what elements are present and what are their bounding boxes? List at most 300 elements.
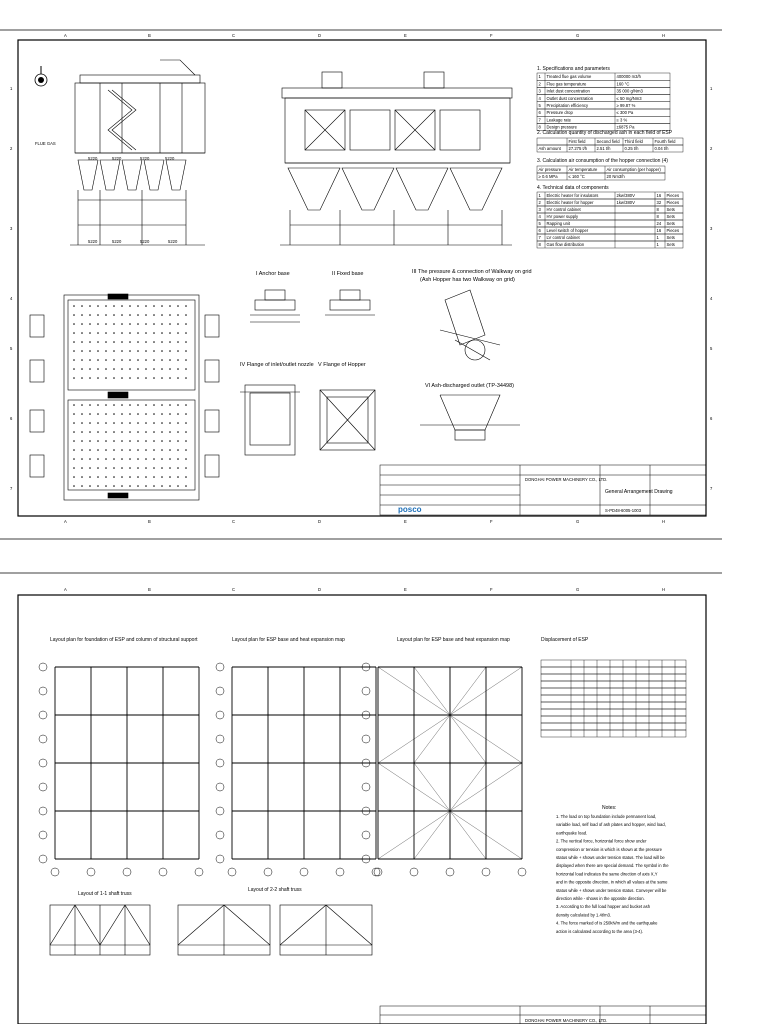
anchor-dot bbox=[161, 341, 163, 343]
table-row bbox=[541, 667, 686, 674]
anchor-dot bbox=[153, 377, 155, 379]
anchor-dot bbox=[113, 449, 115, 451]
note-line: compression or tension is which is shown at the pressure bbox=[556, 846, 662, 852]
anchor-dot bbox=[145, 476, 147, 478]
anchor-dot bbox=[89, 413, 91, 415]
anchor-dot bbox=[137, 359, 139, 361]
anchor-dot bbox=[169, 314, 171, 316]
anchor-dot bbox=[153, 368, 155, 370]
anchor-dot bbox=[121, 305, 123, 307]
anchor-dot bbox=[97, 476, 99, 478]
anchor-dot bbox=[97, 440, 99, 442]
anchor-dot bbox=[185, 368, 187, 370]
anchor-dot bbox=[161, 350, 163, 352]
anchor-dot bbox=[73, 332, 75, 334]
table-row bbox=[541, 674, 686, 681]
anchor-dot bbox=[169, 440, 171, 442]
north-arrow-icon bbox=[35, 66, 47, 86]
anchor-dot bbox=[121, 341, 123, 343]
front-elevation bbox=[280, 72, 512, 245]
anchor-dot bbox=[129, 377, 131, 379]
notes-block bbox=[556, 814, 669, 934]
table-cell: First field bbox=[568, 139, 586, 144]
anchor-dot bbox=[113, 458, 115, 460]
hopper-title: Displacement of ESP bbox=[541, 637, 589, 643]
anchor-dot bbox=[81, 485, 83, 487]
svg-text:E: E bbox=[404, 519, 407, 524]
anchor-dot bbox=[81, 431, 83, 433]
anchor-dot bbox=[185, 413, 187, 415]
expansion-line bbox=[450, 811, 486, 859]
table-cell: 8 bbox=[656, 214, 659, 219]
anchor-dot bbox=[177, 404, 179, 406]
anchor-dot bbox=[81, 404, 83, 406]
anchor-dot bbox=[185, 449, 187, 451]
anchor-dot bbox=[161, 485, 163, 487]
table-cell: 6 bbox=[538, 110, 541, 116]
anchor-dot bbox=[161, 467, 163, 469]
anchor-dot bbox=[73, 314, 75, 316]
expansion-line bbox=[414, 763, 450, 811]
axis-bubble bbox=[123, 868, 131, 876]
anchor-dot bbox=[113, 350, 115, 352]
anchor-dot bbox=[121, 359, 123, 361]
table-cell: Flue gas temperature bbox=[546, 81, 587, 87]
anchor-dot bbox=[73, 341, 75, 343]
anchor-dot bbox=[129, 368, 131, 370]
anchor-dot bbox=[137, 305, 139, 307]
table-cell: Level switch of hopper bbox=[546, 228, 589, 233]
anchor-dot bbox=[105, 440, 107, 442]
anchor-dot bbox=[185, 467, 187, 469]
anchor-dot bbox=[169, 359, 171, 361]
anchor-dot bbox=[177, 413, 179, 415]
anchor-dot bbox=[177, 368, 179, 370]
anchor-dot bbox=[105, 332, 107, 334]
anchor-dot bbox=[129, 458, 131, 460]
calc-table bbox=[537, 138, 683, 152]
company-name-2: DONGHAI POWER MACHINERY CO., LTD. bbox=[525, 1018, 608, 1023]
flange-hopper-detail bbox=[320, 390, 375, 450]
anchor-dot bbox=[185, 359, 187, 361]
table-cell: 16 bbox=[656, 228, 662, 233]
svg-text:G: G bbox=[576, 33, 580, 38]
anchor-dot bbox=[73, 404, 75, 406]
anchor-dot bbox=[121, 350, 123, 352]
calc-title: 2. Calculation quantity of discharged ash in each field of ESP bbox=[537, 130, 673, 136]
anchor-dot bbox=[161, 305, 163, 307]
svg-text:H: H bbox=[662, 587, 666, 592]
truss-1 bbox=[50, 905, 150, 955]
anchor-dot bbox=[129, 440, 131, 442]
table-cell: 1 bbox=[656, 242, 659, 247]
note-line: 3. According to the full load hopper and bucket ash bbox=[556, 904, 651, 910]
anchor-dot bbox=[177, 440, 179, 442]
company-name: DONGHAI POWER MACHINERY CO., LTD. bbox=[525, 477, 608, 482]
table-cell: Air pressure bbox=[538, 167, 562, 172]
anchor-dot bbox=[113, 314, 115, 316]
anchor-dot bbox=[161, 314, 163, 316]
anchor-dot bbox=[89, 341, 91, 343]
table-row bbox=[541, 681, 686, 688]
anchor-dot bbox=[137, 332, 139, 334]
table-cell: 27.275 t/h bbox=[568, 146, 588, 151]
anchor-dot bbox=[89, 422, 91, 424]
truss1-title: Layout of 1-1 shaft truss bbox=[78, 891, 132, 897]
anchor-dot bbox=[161, 458, 163, 460]
anchor-dot bbox=[169, 377, 171, 379]
anchor-dot bbox=[145, 449, 147, 451]
table-cell: 5 bbox=[538, 103, 541, 108]
svg-text:C: C bbox=[232, 33, 236, 38]
anchor-dot bbox=[81, 305, 83, 307]
axis-bubble bbox=[362, 831, 370, 839]
axis-bubble bbox=[336, 868, 344, 876]
anchor-dot bbox=[97, 305, 99, 307]
svg-text:5220: 5220 bbox=[88, 156, 98, 161]
anchor-dot bbox=[169, 431, 171, 433]
anchor-dot bbox=[161, 377, 163, 379]
note-line: action is calculated according to the area (3-4). bbox=[556, 928, 644, 934]
note-line: 1. The load on top foundation include permanent load, bbox=[556, 814, 657, 819]
axis-bubble bbox=[410, 868, 418, 876]
ash-discharge-label: VI Ash-discharged outlet (TP-34498) bbox=[425, 383, 514, 389]
table-cell: ±6875 Pa bbox=[616, 124, 635, 130]
anchor-dot bbox=[185, 458, 187, 460]
anchor-dot bbox=[153, 404, 155, 406]
svg-text:E: E bbox=[404, 33, 407, 38]
anchor-dot bbox=[153, 422, 155, 424]
anchor-dot bbox=[177, 377, 179, 379]
svg-text:B: B bbox=[148, 33, 151, 38]
table-cell: ≥ 0.6 MPa bbox=[538, 174, 558, 179]
table-cell: 32 bbox=[656, 200, 662, 205]
anchor-dot bbox=[129, 449, 131, 451]
anchor-dot bbox=[137, 440, 139, 442]
svg-text:E: E bbox=[404, 587, 407, 592]
table-cell: 2 bbox=[538, 81, 541, 87]
anchor-dot bbox=[145, 314, 147, 316]
foundation-layout-drawing bbox=[0, 565, 768, 1024]
anchor-dot bbox=[129, 332, 131, 334]
svg-text:5220: 5220 bbox=[112, 239, 122, 244]
anchor-dot bbox=[73, 368, 75, 370]
anchor-dot bbox=[113, 377, 115, 379]
svg-text:7: 7 bbox=[10, 486, 13, 491]
anchor-dot bbox=[161, 431, 163, 433]
anchor-dot bbox=[121, 476, 123, 478]
svg-text:2: 2 bbox=[10, 146, 13, 151]
fixed-base-label: II Fixed base bbox=[332, 271, 364, 277]
table-cell: Sets bbox=[666, 221, 675, 226]
anchor-dot bbox=[185, 350, 187, 352]
expansion-line bbox=[450, 763, 486, 811]
svg-text:5220: 5220 bbox=[140, 239, 150, 244]
anchor-dot bbox=[97, 323, 99, 325]
note-line: status while + shows under tension status. Conveyer will be bbox=[556, 887, 667, 893]
axis-bubble bbox=[216, 687, 224, 695]
truss2-title: Layout of 2-2 shaft truss bbox=[248, 887, 302, 893]
axis-bubble bbox=[264, 868, 272, 876]
svg-text:5220: 5220 bbox=[168, 239, 178, 244]
anchor-dot bbox=[97, 332, 99, 334]
anchor-dot bbox=[177, 431, 179, 433]
anchor-dot bbox=[145, 467, 147, 469]
note-line: displayed when there are special demand. The symbol in the bbox=[556, 863, 669, 869]
anchor-dot bbox=[129, 404, 131, 406]
anchor-dot bbox=[145, 359, 147, 361]
anchor-dot bbox=[169, 476, 171, 478]
anchor-dot bbox=[161, 359, 163, 361]
table-cell: Rapping unit bbox=[546, 221, 571, 226]
svg-text:3: 3 bbox=[10, 226, 13, 231]
anchor-dot bbox=[97, 422, 99, 424]
tech-table bbox=[537, 192, 683, 248]
svg-text:5220: 5220 bbox=[165, 156, 175, 161]
table-cell: 8 bbox=[656, 207, 659, 212]
table-cell: 2kw/380V bbox=[616, 193, 635, 198]
plan-view bbox=[30, 294, 219, 500]
anchor-dot bbox=[113, 323, 115, 325]
anchor-dot bbox=[89, 377, 91, 379]
anchor-dot bbox=[129, 422, 131, 424]
anchor-dot bbox=[105, 305, 107, 307]
anchor-dot bbox=[153, 413, 155, 415]
anchor-dot bbox=[145, 323, 147, 325]
anchor-dot bbox=[89, 323, 91, 325]
table-cell: Pieces bbox=[666, 200, 680, 205]
axis-bubble bbox=[39, 759, 47, 767]
anchor-dot bbox=[121, 368, 123, 370]
table-cell: 0.25 t/h bbox=[624, 146, 639, 151]
svg-text:D: D bbox=[318, 519, 322, 524]
svg-text:G: G bbox=[576, 587, 580, 592]
pressure-title: III The pressure & connection of Walkway on grid bbox=[412, 269, 532, 275]
table-cell: Sets bbox=[666, 207, 675, 212]
air-title: 3. Calculation air consumption of the hopper connection (4) bbox=[537, 158, 668, 164]
table-cell: Sets bbox=[666, 235, 675, 240]
table-cell: 3 bbox=[538, 207, 541, 212]
anchor-dot bbox=[121, 485, 123, 487]
anchor-dot bbox=[73, 422, 75, 424]
walkway-connection-detail bbox=[440, 290, 500, 360]
anchor-dot bbox=[185, 422, 187, 424]
svg-text:7: 7 bbox=[710, 486, 713, 491]
axis-bubble bbox=[482, 868, 490, 876]
anchor-dot bbox=[161, 368, 163, 370]
notes-title: Notes: bbox=[602, 805, 617, 811]
anchor-dot bbox=[161, 332, 163, 334]
anchor-dot bbox=[89, 431, 91, 433]
anchor-dot bbox=[145, 458, 147, 460]
table-row bbox=[541, 723, 686, 730]
svg-text:A: A bbox=[64, 519, 67, 524]
axis-bubble bbox=[51, 868, 59, 876]
note-line: density calculated by 1.4t/m3. bbox=[556, 912, 612, 918]
anchor-dot bbox=[169, 422, 171, 424]
anchor-dot bbox=[137, 314, 139, 316]
table-row bbox=[541, 702, 686, 709]
axis-bubble bbox=[216, 735, 224, 743]
axis-bubble bbox=[362, 687, 370, 695]
note-line: earthquake load. bbox=[556, 830, 588, 836]
table-cell: ≤ 50 mg/Nm3 bbox=[616, 95, 642, 101]
foundation-plan-1 bbox=[39, 663, 203, 876]
anchor-dot bbox=[169, 350, 171, 352]
plan2-title: Layout plan for ESP base and heat expansion map bbox=[232, 637, 345, 643]
svg-text:F: F bbox=[490, 519, 493, 524]
anchor-dot bbox=[129, 485, 131, 487]
anchor-dot bbox=[145, 332, 147, 334]
anchor-dot bbox=[153, 467, 155, 469]
anchor-dot bbox=[73, 377, 75, 379]
anchor-dot bbox=[145, 377, 147, 379]
svg-text:H: H bbox=[662, 519, 666, 524]
axis-bubble bbox=[362, 735, 370, 743]
axis-bubble bbox=[216, 855, 224, 863]
anchor-dot bbox=[89, 449, 91, 451]
anchor-dot bbox=[81, 314, 83, 316]
anchor-dot bbox=[105, 449, 107, 451]
anchor-dot bbox=[169, 458, 171, 460]
axis-bubble bbox=[216, 831, 224, 839]
anchor-dot bbox=[137, 476, 139, 478]
flange-inlet-detail bbox=[240, 385, 300, 455]
anchor-dot bbox=[169, 467, 171, 469]
side-elevation bbox=[70, 60, 205, 245]
svg-text:4: 4 bbox=[710, 296, 713, 301]
anchor-dot bbox=[81, 467, 83, 469]
svg-text:2: 2 bbox=[710, 146, 713, 151]
anchor-dot bbox=[177, 332, 179, 334]
table-cell: Second field bbox=[596, 139, 620, 144]
table-cell: Electric heater for insulators bbox=[546, 193, 599, 198]
axis-bubble bbox=[159, 868, 167, 876]
anchor-dot bbox=[89, 305, 91, 307]
svg-text:B: B bbox=[148, 519, 151, 524]
anchor-dot bbox=[73, 467, 75, 469]
drawing-number: S-PD48-6005-1003 bbox=[605, 508, 642, 513]
axis-bubble bbox=[87, 868, 95, 876]
anchor-dot bbox=[97, 467, 99, 469]
svg-text:F: F bbox=[490, 587, 493, 592]
anchor-dot bbox=[105, 368, 107, 370]
anchor-dot bbox=[153, 458, 155, 460]
anchor-dot bbox=[153, 305, 155, 307]
anchor-dot bbox=[161, 413, 163, 415]
anchor-dot bbox=[97, 350, 99, 352]
anchor-dot bbox=[129, 323, 131, 325]
anchor-dot bbox=[129, 431, 131, 433]
table-cell: 24 bbox=[656, 221, 662, 226]
anchor-dot bbox=[185, 377, 187, 379]
anchor-dot bbox=[185, 404, 187, 406]
svg-text:5220: 5220 bbox=[140, 156, 150, 161]
anchor-dot bbox=[73, 485, 75, 487]
table-cell: 2 bbox=[538, 200, 541, 205]
anchor-dot bbox=[113, 476, 115, 478]
axis-bubble bbox=[216, 663, 224, 671]
anchor-dot bbox=[121, 413, 123, 415]
anchor-dot bbox=[129, 359, 131, 361]
table-cell: 160 °C bbox=[616, 81, 630, 87]
anchor-dot bbox=[97, 485, 99, 487]
displacement-table bbox=[541, 660, 686, 737]
anchor-dot bbox=[105, 422, 107, 424]
expansion-line bbox=[450, 715, 486, 763]
anchor-dot bbox=[89, 359, 91, 361]
anchor-dot bbox=[81, 341, 83, 343]
table-cell: Air consumption (per hopper) bbox=[606, 167, 661, 172]
anchor-dot bbox=[185, 440, 187, 442]
table-row bbox=[541, 695, 686, 702]
axis-bubble bbox=[39, 735, 47, 743]
table-cell: Pieces bbox=[666, 193, 680, 198]
table-cell: Sets bbox=[666, 214, 675, 219]
expansion-line bbox=[450, 667, 486, 715]
anchor-dot bbox=[177, 485, 179, 487]
anchor-dot bbox=[177, 323, 179, 325]
table-cell: 1 bbox=[538, 193, 541, 198]
flange-hopper-label: V Flange of Hopper bbox=[318, 362, 366, 368]
table-cell: Pressure drop bbox=[546, 110, 573, 116]
drawing-sheet-2 bbox=[0, 565, 768, 1024]
anchor-dot bbox=[177, 350, 179, 352]
anchor-dot bbox=[177, 359, 179, 361]
anchor-dot bbox=[185, 476, 187, 478]
axis-bubble bbox=[216, 807, 224, 815]
anchor-dot bbox=[153, 350, 155, 352]
specs-table bbox=[537, 73, 670, 131]
anchor-dot bbox=[105, 350, 107, 352]
anchor-dot bbox=[81, 368, 83, 370]
anchor-dot bbox=[73, 350, 75, 352]
anchor-dot bbox=[153, 359, 155, 361]
svg-text:5220: 5220 bbox=[88, 239, 98, 244]
anchor-dot bbox=[121, 458, 123, 460]
anchor-dot bbox=[161, 422, 163, 424]
axis-bubble bbox=[39, 687, 47, 695]
anchor-dot bbox=[185, 305, 187, 307]
anchor-dot bbox=[129, 413, 131, 415]
anchor-dot bbox=[121, 332, 123, 334]
anchor-dot bbox=[89, 314, 91, 316]
anchor-dot bbox=[81, 323, 83, 325]
anchor-dot bbox=[129, 467, 131, 469]
axis-bubble bbox=[39, 807, 47, 815]
table-cell: 20 Nm3/h bbox=[606, 174, 625, 179]
table-row bbox=[541, 709, 686, 716]
anchor-dot bbox=[169, 485, 171, 487]
anchor-dot bbox=[97, 341, 99, 343]
anchor-dot bbox=[113, 404, 115, 406]
anchor-dot bbox=[97, 458, 99, 460]
anchor-dot bbox=[81, 359, 83, 361]
table-cell: 7 bbox=[538, 235, 541, 240]
anchor-dot bbox=[113, 332, 115, 334]
anchor-dot bbox=[97, 404, 99, 406]
anchor-dot bbox=[185, 323, 187, 325]
anchor-dot bbox=[153, 323, 155, 325]
anchor-dot bbox=[137, 404, 139, 406]
table-cell: 3 bbox=[538, 88, 541, 94]
anchor-dot bbox=[105, 467, 107, 469]
anchor-dot bbox=[73, 440, 75, 442]
table-cell: LV control cabinet bbox=[546, 235, 580, 240]
anchor-dot bbox=[137, 413, 139, 415]
anchor-dot bbox=[97, 377, 99, 379]
plan-dot-pattern bbox=[73, 305, 187, 487]
